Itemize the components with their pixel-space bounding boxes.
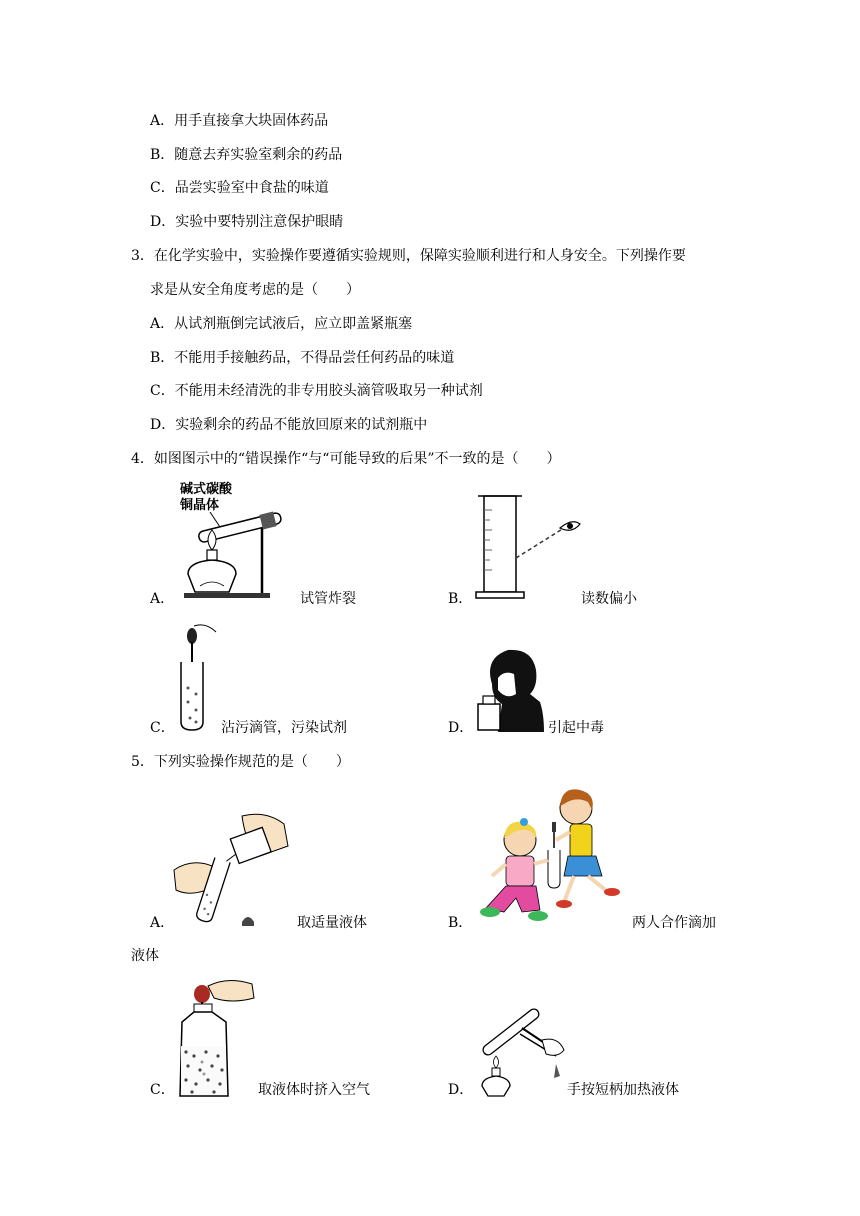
q3-option-d: D．实验剩余的药品不能放回原来的试剂瓶中 <box>150 417 428 433</box>
q5-option-c-text: 取液体时挤入空气 <box>258 1082 370 1098</box>
q3-option-a: A．从试剂瓶倒完试液后，应立即盖紧瓶塞 <box>150 316 413 332</box>
q5-option-a-letter: A． <box>150 915 175 931</box>
q4-figure-b-cylinder-reading <box>468 488 586 600</box>
q4-option-c-text: 沾污滴管，污染试剂 <box>221 720 347 736</box>
q3-stem-line2: 求是从安全角度考虑的是（ ） <box>150 282 360 298</box>
q5-option-d-text: 手按短柄加热液体 <box>567 1082 679 1098</box>
q5-option-b-text-wrap: 液体 <box>131 948 159 964</box>
q4-figure-a-label-line2: 铜晶体 <box>180 498 220 513</box>
q4-option-b-text: 读数偏小 <box>581 591 637 607</box>
q4-option-d-text: 引起中毒 <box>548 720 604 736</box>
q4-figure-a-label-line1: 碱式碳酸 <box>180 482 233 497</box>
q5-stem: 5．下列实验操作规范的是（ ） <box>131 754 350 770</box>
q2-option-d: D．实验中要特别注意保护眼睛 <box>150 214 344 230</box>
q5-option-c-letter: C． <box>150 1082 175 1098</box>
q3-option-c: C．不能用未经清洗的非专用胶头滴管吸取另一种试剂 <box>150 383 483 399</box>
q5-figure-a-pouring-liquid <box>172 806 294 930</box>
q5-option-b-letter: B． <box>448 915 473 931</box>
q4-option-a-text: 试管炸裂 <box>300 591 356 607</box>
q5-figure-d-heating-liquid <box>466 1000 576 1100</box>
q4-option-c-letter: C． <box>150 720 175 736</box>
q4-figure-c-dropper-in-tube <box>176 622 222 732</box>
q3-stem-line1: 3．在化学实验中，实验操作要遵循实验规则，保障实验顺利进行和人身安全。下列操作要 <box>131 248 686 264</box>
q2-option-a: A．用手直接拿大块固体药品 <box>150 113 329 129</box>
q2-option-b: B．随意去弃实验室剩余的药品 <box>150 147 343 163</box>
q4-option-b-letter: B． <box>448 591 473 607</box>
q4-figure-a-heating-solid <box>170 478 282 602</box>
q5-option-a-text: 取适量液体 <box>297 915 367 931</box>
q2-option-c: C．品尝实验室中食盐的味道 <box>150 180 329 196</box>
q4-figure-d-smelling-bottle <box>474 644 546 732</box>
q5-option-b-text: 两人合作滴加 <box>632 915 716 931</box>
q4-option-a-letter: A． <box>150 591 175 607</box>
q5-figure-c-dropper-in-bottle <box>172 976 256 1100</box>
q4-option-d-letter: D． <box>448 720 474 736</box>
q5-figure-b-two-children <box>476 786 630 926</box>
q3-option-b: B．不能用手接触药品，不得品尝任何药品的味道 <box>150 350 455 366</box>
q4-stem: 4．如图图示中的“错误操作“与“可能导致的后果”不一致的是（ ） <box>131 451 561 467</box>
q5-option-d-letter: D． <box>448 1082 474 1098</box>
